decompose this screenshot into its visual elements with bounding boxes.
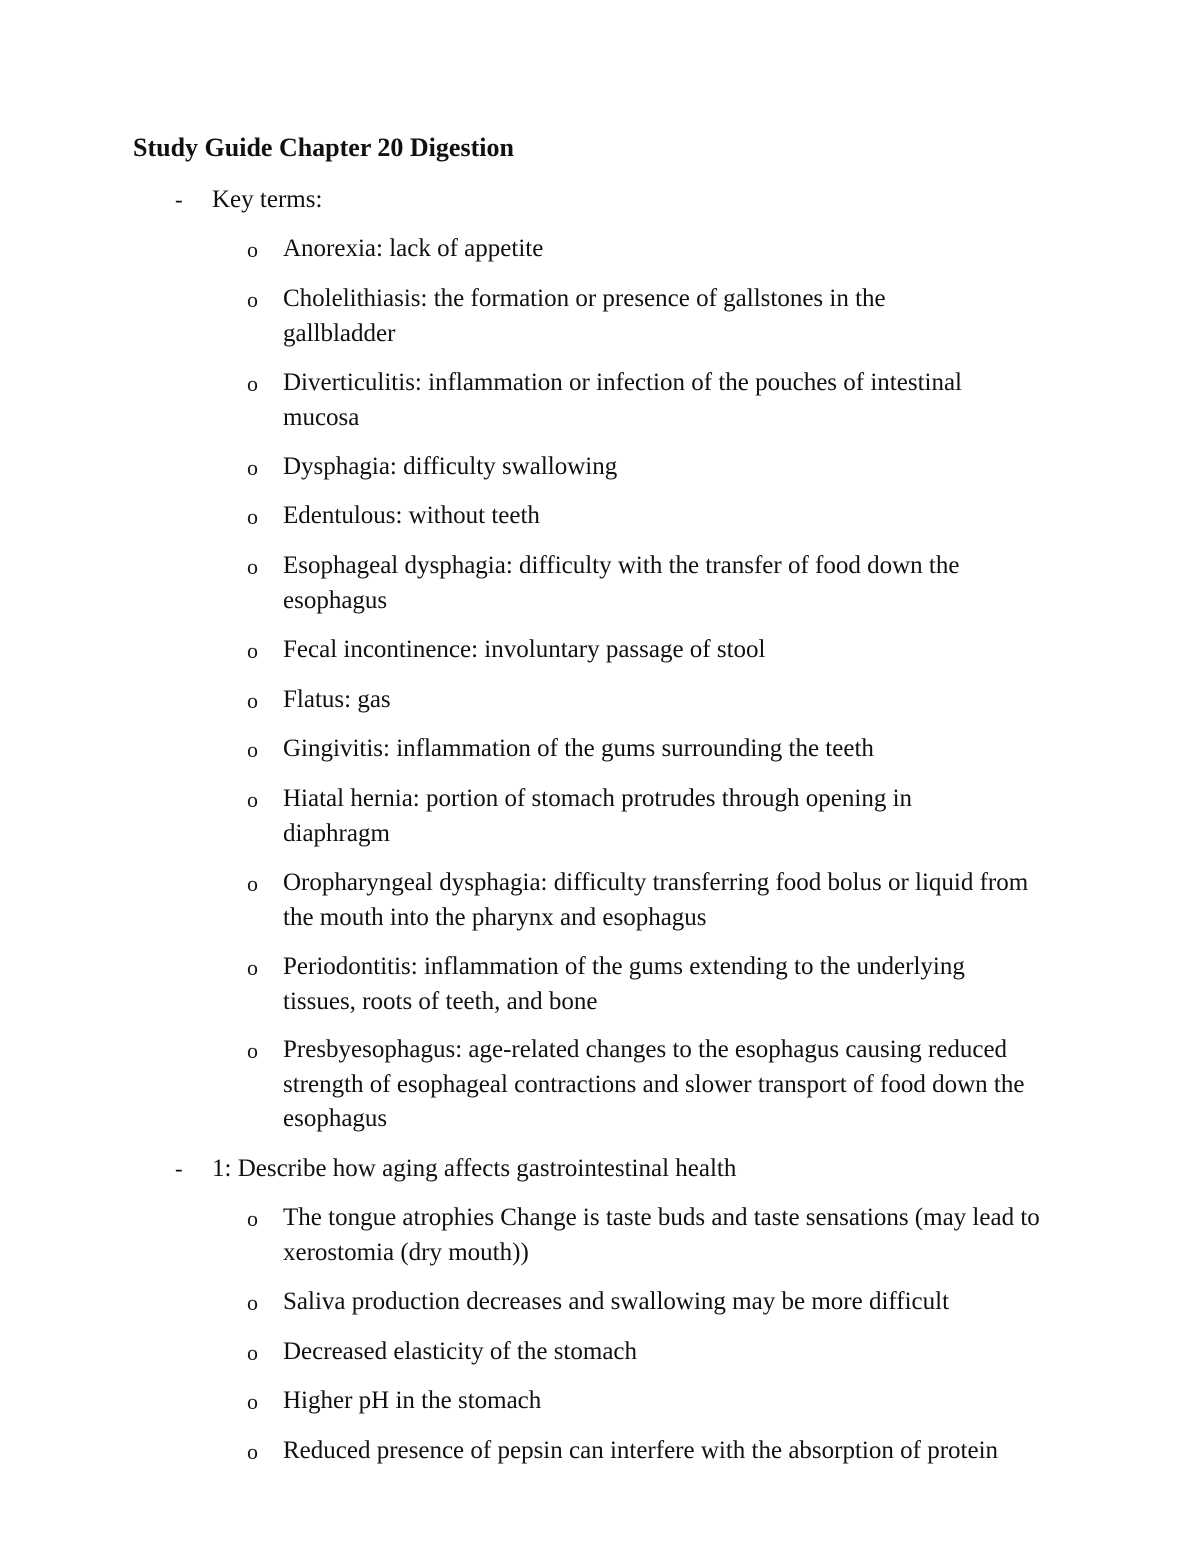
bullet-marker: o — [247, 638, 258, 663]
bullet-marker: o — [247, 1389, 258, 1414]
bullet-marker: o — [247, 737, 258, 762]
bullet-marker: o — [247, 455, 258, 480]
list-item: Dysphagia: difficulty swallowing — [283, 453, 618, 480]
list-item: Flatus: gas — [283, 686, 391, 713]
list-item: Periodontitis: inflammation of the gums extending to the underlying tissues, roots of teeth, and bone — [283, 953, 965, 1015]
section-dash-marker: - — [175, 1156, 183, 1181]
bullet-marker: o — [247, 237, 258, 262]
bullet-marker: o — [247, 1290, 258, 1315]
list-item: Saliva production decreases and swallowing may be more difficult — [283, 1288, 950, 1315]
list-item: Gingivitis: inflammation of the gums surrounding the teeth — [283, 735, 874, 762]
list-item: Anorexia: lack of appetite — [283, 235, 544, 262]
document-title: Study Guide Chapter 20 Digestion — [133, 133, 514, 162]
bullet-marker: o — [247, 871, 258, 896]
bullet-marker: o — [247, 1439, 258, 1464]
list-item: Presbyesophagus: age-related changes to the esophagus causing reduced strength of esophageal contractions and slower transport of food down the esophagus — [283, 1036, 1025, 1132]
section-heading-key-terms: Key terms: — [212, 186, 323, 213]
bullet-marker: o — [247, 371, 258, 396]
list-item: Reduced presence of pepsin can interfere with the absorption of protein — [283, 1437, 999, 1464]
bullet-marker: o — [247, 787, 258, 812]
bullet-marker: o — [247, 287, 258, 312]
bullet-marker: o — [247, 1340, 258, 1365]
bullet-marker: o — [247, 1038, 258, 1063]
list-item: Oropharyngeal dysphagia: difficulty transferring food bolus or liquid from the mouth into the pharynx and esophagus — [283, 869, 1029, 931]
bullet-marker: o — [247, 955, 258, 980]
list-item: The tongue atrophies Change is taste buds and taste sensations (may lead to xerostomia (dry mouth)) — [283, 1204, 1040, 1266]
list-item: Fecal incontinence: involuntary passage of stool — [283, 636, 766, 663]
list-item: Decreased elasticity of the stomach — [283, 1338, 638, 1365]
bullet-marker: o — [247, 554, 258, 579]
bullet-marker: o — [247, 504, 258, 529]
list-item: Hiatal hernia: portion of stomach protrudes through opening in diaphragm — [283, 785, 913, 847]
list-item: Cholelithiasis: the formation or presence of gallstones in the gallbladder — [283, 285, 886, 347]
list-item: Esophageal dysphagia: difficulty with the transfer of food down the esophagus — [283, 552, 960, 614]
bullet-marker: o — [247, 688, 258, 713]
section-heading-aging: 1: Describe how aging affects gastrointestinal health — [212, 1155, 737, 1182]
list-item: Diverticulitis: inflammation or infection of the pouches of intestinal mucosa — [283, 369, 963, 431]
bullet-marker: o — [247, 1206, 258, 1231]
section-dash-marker: - — [175, 187, 183, 212]
list-item: Higher pH in the stomach — [283, 1387, 542, 1414]
list-item: Edentulous: without teeth — [283, 502, 540, 529]
